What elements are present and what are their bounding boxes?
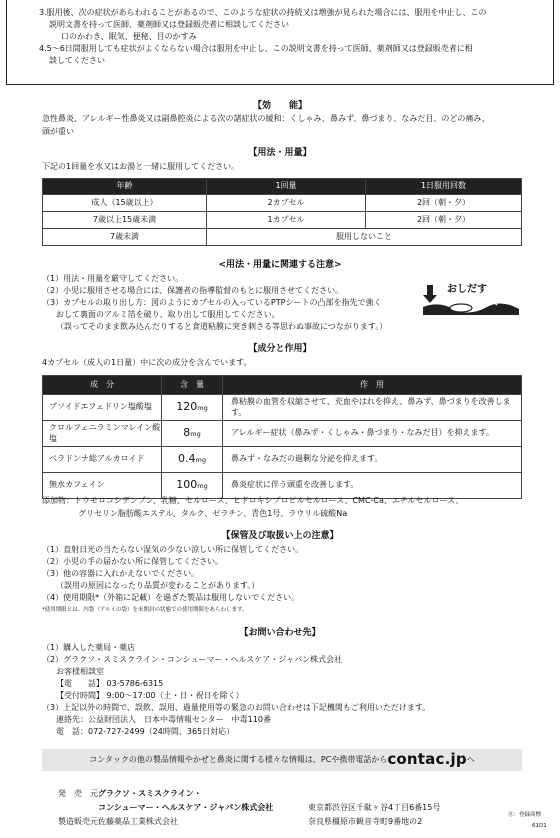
seller-label: 発 売 元：: [58, 789, 106, 798]
warning-item3-line1: 3.服用後、次の症状があらわれることがあるので、このような症状の持続又は増強が見られた場合には、服用を中止し、この: [39, 8, 487, 17]
storage-line2: （2）小児の手の届かない所に保管してください。: [42, 557, 224, 566]
seller-name-line2: コンシューマー・ヘルスケア・ジャパン株式会社: [98, 803, 274, 812]
ingredient-amount: 0.4mg: [162, 447, 223, 473]
dosage-times: 2回（朝・夕）: [366, 212, 522, 229]
caution-line2: （2）小児に服用させる場合には、保護者の指導監督のもとに服用させてください。: [42, 286, 344, 295]
additives-line2: グリセリン脂肪酸エステル、タルク、ゼラチン、青色1号、ラウリル硫酸Na: [78, 509, 348, 518]
table-row: [43, 195, 522, 212]
dosage-title: 【用法・用量】: [248, 148, 312, 158]
document-code: 61D1: [532, 823, 547, 829]
cautions-title: <用法・用量に関連する注意>: [218, 260, 342, 270]
dosage-amount: 1カプセル: [207, 212, 366, 229]
caution-line5: （誤ってそのまま飲み込んだりすると食道粘膜に突き刺さる等思わぬ事故につながります。）: [56, 322, 388, 331]
seller-name-line1: グラクソ・スミスクライン・: [98, 789, 202, 798]
dosage-header-times: 1日服用回数: [366, 179, 522, 195]
ingredient-amount: 120mg: [162, 395, 223, 421]
trademark-note: Ⓡ：登録商標: [508, 812, 542, 818]
ingredients-header-row: [43, 376, 522, 395]
efficacy-line2: 頭が重い: [42, 127, 74, 136]
contact-title: 【お問い合わせ先】: [239, 628, 321, 638]
warning-item3-line2: 説明文書を持って医師、薬剤師又は登録販売者に相談してください: [49, 20, 289, 29]
ingredients-header-effect: 作 用: [223, 376, 522, 395]
ingredient-amount: 8mg: [162, 421, 223, 447]
table-row: [43, 212, 522, 229]
ingredient-name: ベラドンナ総アルカロイド: [43, 447, 162, 473]
press-out-label: おしだす: [447, 284, 487, 295]
warning-item4-line2: 談してください: [49, 56, 105, 65]
ingredients-header-amount: 含 量: [162, 376, 223, 395]
dosage-table: [42, 178, 522, 246]
banner-text: コンタックの他の製品情報やかぜと鼻炎に関する様々な情報は、PCや携帯電話から: [89, 754, 388, 764]
ingredients-table: [42, 375, 522, 499]
dosage-header-age: 年齢: [43, 179, 207, 195]
dosage-amount: 2カプセル: [207, 195, 366, 212]
storage-line4: （誤用の原因になったり品質が変わることがあります。）: [56, 581, 260, 590]
contact-tel: 【電 話】 03-5786-6315: [56, 679, 164, 688]
caution-line1: （1）用法・用量を厳守してください。: [42, 274, 184, 283]
website-banner: [42, 749, 522, 771]
table-row: [43, 447, 522, 473]
storage-title: 【保管及び取扱い上の注意】: [221, 531, 339, 541]
ingredient-name: クロルフェニラミンマレイン酸塩: [43, 421, 162, 447]
ingredients-header-name: 成 分: [43, 376, 162, 395]
maker-name: 佐藤薬品工業株式会社: [98, 817, 178, 826]
table-row: [43, 421, 522, 447]
table-row: [43, 473, 522, 499]
contact-line4: （3）上記以外の時間で、誤飲、誤用、過量使用等の緊急のお問い合わせは下記機関もご利用いただけます。: [42, 703, 431, 712]
dosage-do-not-take: 服用しないこと: [207, 229, 522, 246]
efficacy-line1: 急性鼻炎、アレルギー性鼻炎又は副鼻腔炎による次の諸症状の緩和：くしゃみ、鼻みず、鼻づまり、なみだ目、のどの痛み、: [42, 114, 490, 123]
ingredient-amount: 100mg: [162, 473, 223, 499]
seller-address: 東京都渋谷区千駄ヶ谷4丁目6番15号: [308, 803, 441, 812]
ingredient-effect: 鼻粘膜の血管を収縮させて、充血やはれを抑え、鼻みず、鼻づまりを改善します。: [223, 395, 522, 421]
ingredients-title: 【成分と作用】: [248, 344, 312, 354]
dosage-header-row: [43, 179, 522, 195]
table-row: [43, 229, 522, 246]
contact-line1: （1）購入した薬局・薬店: [42, 643, 136, 652]
caution-line4: おして裏面のアルミ箔を破り、取り出して服用してください。: [56, 310, 280, 319]
storage-line3: （3）他の容器に入れかえないでください。: [42, 569, 200, 578]
dosage-age: 成人（15歳以上）: [43, 195, 207, 212]
ingredients-intro: 4カプセル（成人の1日量）中に次の成分を含んでいます。: [42, 358, 252, 367]
contact-poison-phone: 電 話：072-727-2499（24時間、365日対応）: [56, 727, 235, 736]
contact-hours: 【受付時間】 9:00～17:00（土・日・祝日を除く）: [56, 691, 244, 700]
dosage-header-amount: 1回量: [207, 179, 366, 195]
warning-item3-symptoms: 口のかわき、眠気、便秘、目のかすみ: [61, 32, 197, 41]
maker-label: 製造販売元：: [58, 817, 106, 826]
ingredient-name: 無水カフェイン: [43, 473, 162, 499]
dosage-age: 7歳未満: [43, 229, 207, 246]
storage-line5: （4）使用期限*（外箱に記載）を過ぎた製品は服用しないでください。: [42, 593, 300, 602]
ingredient-effect: アレルギー症状（鼻みず・くしゃみ・鼻づまり・なみだ目）を抑えます。: [223, 421, 522, 447]
contact-poison-center: 連絡先：公益財団法人 日本中毒情報センター 中毒110番: [56, 715, 271, 724]
contact-support-desk: お客様相談室: [56, 667, 104, 676]
table-row: [43, 395, 522, 421]
press-out-capsule-icon: [421, 281, 521, 317]
contact-line2: （2）グラクソ・スミスクライン・コンシューマー・ヘルスケア・ジャパン株式会社: [42, 655, 343, 664]
maker-address: 奈良県橿原市観音寺町9番地の2: [308, 817, 423, 826]
ingredient-name: プソイドエフェドリン塩酸塩: [43, 395, 162, 421]
website-link[interactable]: contac.jp: [387, 750, 467, 769]
warning-item4-line1: 4.5～6日間服用しても症状がよくならない場合は服用を中止し、この説明文書を持って医師、薬剤師又は登録販売者に相: [39, 44, 473, 53]
additives-line1: 添加物：トウモロコシデンプン、乳糖、セルロース、ヒドロキシプロピルセルロース、CMC-Ca、エチルセルロース、: [42, 496, 464, 505]
banner-suffix: へ: [466, 754, 475, 764]
ingredient-effect: 鼻みず・なみだの過剰な分泌を抑えます。: [223, 447, 522, 473]
storage-note: *使用期限とは、内袋（アルミの袋）を未開封の状態での使用期限をあらわします。: [42, 607, 248, 613]
efficacy-title: 【効 能】: [252, 101, 307, 111]
warning-box: [6, 0, 554, 85]
storage-line1: （1）直射日光の当たらない湿気の少ない涼しい所に保管してください。: [42, 545, 304, 554]
dosage-age: 7歳以上15歳未満: [43, 212, 207, 229]
dosage-intro: 下記の1回量を水又はお湯と一緒に服用してください。: [42, 162, 240, 171]
caution-line3: （3）カプセルの取り出し方：図のようにカプセルの入っているPTPシートの凸部を指先で強く: [42, 298, 382, 307]
dosage-times: 2回（朝・夕）: [366, 195, 522, 212]
ingredient-effect: 鼻炎症状に伴う頭重を改善します。: [223, 473, 522, 499]
